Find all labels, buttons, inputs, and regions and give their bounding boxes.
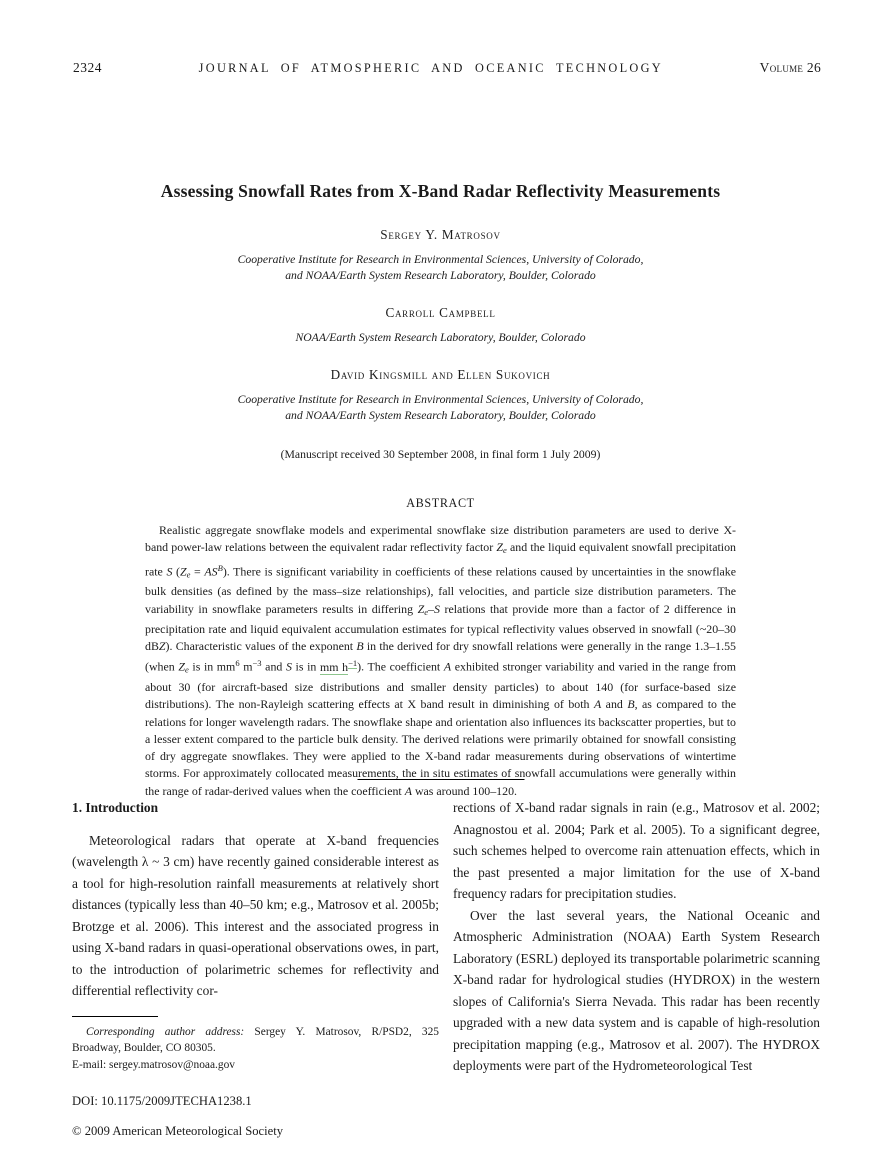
body-paragraph: rections of X-band radar signals in rain (e.g., Matrosov et al. 2002; Anagnostou et al. 2004; Park et al. 2005). To a significant degree, such schemes helped to overcome rain attenuation effects, which in the past presented a major limitation for the use of X-band frequency radars for precipitation studies. [453, 800, 820, 901]
affiliation-line: and NOAA/Earth System Research Laboratory, Boulder, Colorado [285, 269, 596, 282]
affiliation-line: Cooperative Institute for Research in Environmental Sciences, University of Colorado, [237, 253, 644, 266]
affiliation-line: Cooperative Institute for Research in Environmental Sciences, University of Colorado, [237, 393, 644, 406]
author-group [0, 367, 881, 424]
journal-name: JOURNAL OF ATMOSPHERIC AND OCEANIC TECHNOLOGY [198, 61, 663, 75]
affiliation-line: NOAA/Earth System Research Laboratory, Boulder, Colorado [295, 331, 586, 344]
abstract-text: Realistic aggregate snowflake models and experimental snowflake size distribution parameters are used to derive X-band power-law relations between the equivalent radar reflectivity factor $Z_e$ and the liquid equivalent snowfall precipitation rate S $(Z_e = AS^B)$. There is significant variability in coefficients of these relations caused by uncertainties in the snowflake bulk densities (as defined by the mass–size relationships), fall velocities, and particle size distribution parameters. The variability in snowflake parameters results in differing $Z_e-S$ relations that provide more than a factor of 2 difference in precipitation rate and liquid equivalent accumulation estimates for typical reflectivity values observed in snowfall (~20–30 dBZ). Characteristic values of the exponent B in the derived for dry snowfall relations were generally in the range 1.3–1.55 (when $Z_e$ is in $mm^6$ $m^{-3}$ and S is in mm $h^{-1}$). The coefficient A exhibited stronger variability and varied in the range from about 30 (for aircraft-based size distributions and smaller density particles) to about 140 (for surface-based size distributions). The non-Rayleigh scattering effects at X band result in diminishing of both A and B, as compared to the relations for longer wavelength radars. The snowflake shape and orientation also influences its backscatter properties, but to a lesser extent compared to the particle bulk density. The derived relations were primarily obtained for snowfall consisting of dry aggregate snowflakes. They were applied to the X-band radar measurements during observations of wintertime storms. For approximately collocated measurements, the in situ estimates of snowfall accumulations were generally within the range of radar-derived values when the coefficient A was around 100–120. [145, 523, 737, 798]
right-column [453, 797, 820, 1140]
author-group [0, 227, 881, 284]
author-name: Sergey Y. Matrosov [380, 227, 501, 242]
body-paragraph: Over the last several years, the National Oceanic and Atmospheric Administration (NOAA) Earth System Research Laboratory (ESRL) deployed its transportable polarimetric scanning X-band radar for hydrological studies (HYDROX) in the western slopes of California's Sierra Nevada. This radar has been recently upgraded with a new data system and is capable of high-resolution precipitation mapping (e.g., Matrosov et al. 2007). The HYDROX deployments were part of the Hydrometeorological Test [453, 907, 820, 1073]
corresponding-author-address: Sergey Y. Matrosov, R/PSD2, 325 Broadway, Boulder, CO 80305. [72, 1025, 439, 1055]
volume-label: Volume 26 [759, 60, 821, 75]
front-matter [0, 181, 881, 800]
affiliation-line: and NOAA/Earth System Research Laboratory, Boulder, Colorado [285, 409, 596, 422]
abstract-heading: ABSTRACT [406, 496, 475, 510]
author-group [0, 305, 881, 346]
corresponding-author-label: Corresponding author address: [86, 1025, 245, 1038]
author-name: David Kingsmill and Ellen Sukovich [330, 367, 551, 382]
footnote-rule [72, 1016, 158, 1017]
running-head [73, 60, 821, 76]
left-column [72, 797, 439, 1140]
email-line: E-mail: sergey.matrosov@noaa.gov [72, 1059, 235, 1072]
doi-line: DOI: 10.1175/2009JTECHA1238.1 [72, 1094, 252, 1109]
copyright-line: © 2009 American Meteorological Society [72, 1124, 284, 1139]
footnote [72, 1024, 439, 1141]
author-affiliation [0, 252, 881, 284]
body-paragraph: Meteorological radars that operate at X-band frequencies (wavelength λ ~ 3 cm) have recently gained considerable interest as a tool for high-resolution rainfall measurements at relatively short distances (typically less than 40–50 km; e.g., Matrosov et al. 2005b; Brotzge et al. 2006). This interest and the associated progress in using X-band radars in quasi-operational observations owes, in part, to the introduction of polarimetric schemes for reflectivity and differential reflectivity cor- [72, 832, 439, 998]
author-affiliation [0, 392, 881, 424]
corresponding-author-note [72, 1024, 439, 1058]
section-heading-introduction: 1. Introduction [72, 800, 159, 815]
manuscript-history: (Manuscript received 30 September 2008, in final form 1 July 2009) [280, 448, 601, 461]
page-number: 2324 [73, 60, 102, 75]
article-title: Assessing Snowfall Rates from X-Band Radar Reflectivity Measurements [160, 181, 721, 201]
body-columns [72, 797, 820, 1140]
author-name: Carroll Campbell [385, 305, 496, 320]
abstract-divider [357, 779, 524, 780]
author-affiliation [0, 330, 881, 346]
